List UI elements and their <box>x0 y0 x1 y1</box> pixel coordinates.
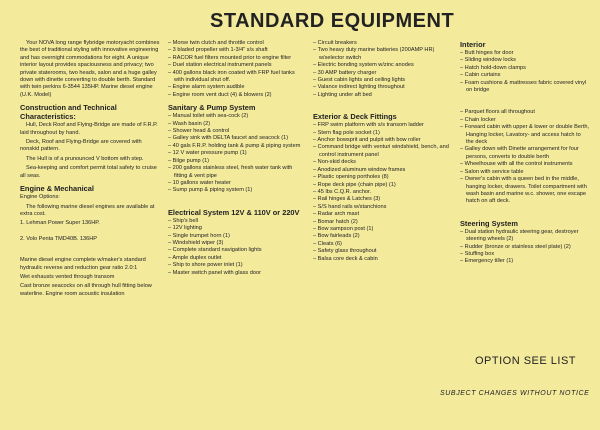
list-item: – Command bridge with venturi windshield, bench, and control instrument panel <box>313 144 453 159</box>
list-item: – Parquet floors all throughout <box>460 109 590 116</box>
list-item: – Cabin curtains <box>460 72 590 79</box>
list-item: – 30 AMP battery charger <box>313 70 453 77</box>
engine-heading: Engine & Mechanical <box>20 184 94 194</box>
deck-paragraph: Deck, Roof and Flying-Bridge are covered with nonskid pattern. <box>20 139 142 153</box>
steering-heading: Steering System <box>460 218 518 228</box>
list-item: – Sump pump & piping system (1) <box>168 187 306 194</box>
electrical-list-continued <box>313 40 453 99</box>
list-item: – 45 lbs C.Q.R. anchor. <box>313 189 453 196</box>
list-item: – Cleats (6) <box>313 241 453 248</box>
engine-options-label: Engine Options: <box>20 194 60 201</box>
list-item: – Duel station electrical instrument panels <box>168 62 306 69</box>
list-item: – Sliding window locks <box>460 57 590 64</box>
engine-option-1: 1. Lehman Power Super 136HP. <box>20 220 100 227</box>
list-item: – Rudder (bronze or stainless steel plate) (2) <box>460 244 590 251</box>
list-item: – Bow fairleads (2) <box>313 233 453 240</box>
list-item: – Chain locker <box>460 117 590 124</box>
list-item: – Ship to shore power inlet (1) <box>168 262 306 269</box>
subject-to-change-note: SUBJECT CHANGES WITHOUT NOTICE <box>440 390 590 397</box>
list-item: – Non-skid decks <box>313 159 453 166</box>
list-item: – Forward cabin with upper & lower or double Berth, Hanging locker, Lavatory- and access hatch to the deck <box>460 124 590 146</box>
seakeeping-paragraph: Sea-keeping and comfort permit total safety to cruise all seas. <box>20 165 157 179</box>
list-item: – Wheelhouse with all the control instruments <box>460 161 590 168</box>
list-item: – RACOR fuel filters mounted prior to engine filter <box>168 55 306 62</box>
list-item: – Rope deck pipe (chain pipe) (1) <box>313 182 453 189</box>
list-item: – Electric bonding system w/zinc anodes <box>313 62 453 69</box>
electrical-list <box>168 218 306 277</box>
list-item: – FRP swim platform with s/s transom ladder <box>313 122 453 129</box>
list-item: – Shower head & control <box>168 128 306 135</box>
steering-list <box>460 229 590 266</box>
list-item: – Radar arch mast <box>313 211 453 218</box>
interior-heading: Interior <box>460 40 486 49</box>
list-item: – Manual toilet with sea-cock (2) <box>168 113 306 120</box>
sanitary-list <box>168 113 306 194</box>
hull-paragraph: Hull, Deck Roof and Flying-Bridge are made of F.R.P. laid throughout by hand. <box>20 122 158 136</box>
list-item: – Complete standard navigation lights <box>168 247 306 254</box>
list-item: – Emergency tiller (1) <box>460 258 590 265</box>
column-3 <box>313 40 453 266</box>
construction-heading: Construction and Technical Characteristics: <box>20 103 117 122</box>
exterior-list <box>313 122 453 263</box>
list-item: – Engine alarm system audible <box>168 84 306 91</box>
list-item: – 12 V water pressure pump (1) <box>168 150 306 157</box>
list-item: – Single trumpet horn (1) <box>168 233 306 240</box>
list-item: – Master switch panel with glass door <box>168 270 306 277</box>
list-item: – 40 gals F.R.P. holding tank & pump & piping system <box>168 143 306 150</box>
wet-exhaust-line: Wet exhausts vented through transom <box>20 273 115 280</box>
list-item: – Galley down with Dinette arrangement for four persons, converts to double berth <box>460 146 590 161</box>
machinery-list <box>168 40 306 99</box>
list-item: – Engine room vent duct (4) & blowers (2) <box>168 92 306 99</box>
list-item: – 200 gallons stainless steel, fresh water tank with fitting & vent pipe <box>168 165 306 180</box>
list-item: – Anodized aluminum window frames <box>313 167 453 174</box>
list-item: – Two heavy duty marine batteries (200AMP HR) w/selector switch <box>313 47 453 62</box>
list-item: – Salon with service table <box>460 169 590 176</box>
list-item: – Stuffing box <box>460 251 590 258</box>
list-item: – Rail hinges & Latches (3) <box>313 196 453 203</box>
list-item: – Foam cushions & mattresses fabric covered vinyl on bridge <box>460 80 590 95</box>
list-item: – Lighting under aft bed <box>313 92 453 99</box>
page-title: STANDARD EQUIPMENT <box>210 10 455 32</box>
bronze-seacock-paragraph: Cast bronze seacocks on all through hull fitting below waterline. Engine room acoustic insulation <box>20 283 152 297</box>
list-item: – Windshield wiper (3) <box>168 240 306 247</box>
column-4 <box>460 40 590 269</box>
list-item: – S/S hand rails w/stanchions <box>313 204 453 211</box>
list-item: – Bilge pump (1) <box>168 158 306 165</box>
list-item: – Safety glass throughout <box>313 248 453 255</box>
column-2 <box>168 40 306 280</box>
electrical-heading: Electrical System 12V & 110V or 220V <box>168 207 300 217</box>
list-item: – Balsa core deck & cabin <box>313 256 453 263</box>
list-item: – Circuit breakers <box>313 40 453 47</box>
list-item: – Butt hinges for door <box>460 50 590 57</box>
list-item: – Owner's cabin with a queen bed in the middle, hanging locker, drawers. Toilet compartment with wash basin and marine w.c. shower, one escape hatch on aft deck. <box>460 176 590 206</box>
engine-option-2: 2. Volo Penta TMD40B. 136HP <box>20 235 98 242</box>
list-item: – Bow sampson post (1) <box>313 226 453 233</box>
exterior-heading: Exterior & Deck Fittings <box>313 112 397 122</box>
v-bottom-paragraph: The Hull is of a prunounced V bottom with step. <box>26 155 144 162</box>
list-item: – 400 gallons black iron coated with FRP fuel tanks with individual shut off. <box>168 70 306 85</box>
list-item: – Wash basin (2) <box>168 121 306 128</box>
list-item: – Guest cabin lights and ceiling lights <box>313 77 453 84</box>
sanitary-heading: Sanitary & Pump System <box>168 103 256 113</box>
option-note: OPTION SEE LIST <box>475 355 577 367</box>
list-item: – Dual station hydraulic steering gear, destroyer steering wheels (2) <box>460 229 590 244</box>
column-1 <box>20 40 162 300</box>
list-item: – 12V lighting <box>168 225 306 232</box>
list-item: – Ample duplex outlet <box>168 255 306 262</box>
interior-list-continued <box>460 109 590 205</box>
list-item: – Stern flag pole socket (1) <box>313 130 453 137</box>
list-item: – Plastic opening portholes (8) <box>313 174 453 181</box>
list-item: – Bomar hatch (2) <box>313 219 453 226</box>
list-item: – Morse twin clutch and throttle control <box>168 40 306 47</box>
list-item: – Valance indirect lighting throughout <box>313 84 453 91</box>
list-item: – Galley sink with DELTA faucet and seacock (1) <box>168 135 306 142</box>
list-item: – 3 bladed propeller with 1-3/4" s/s shaft <box>168 47 306 54</box>
intro-paragraph: Your NOVA long range flybridge motoryacht combines the best of traditional styling with innovative engineering and has overnight commodations for eight. A unique interior layout provides spaciousness and privacy; two private staterooms, two heads, salon and a huge galley down with dinette converting to double berth. Standard with twin perkins 6-3544 135HP. Marine diesel engine (U.K. Model) <box>20 40 160 98</box>
engine-following: The following marine diesel engines are available at extra cost. <box>20 203 155 217</box>
list-item: – 10 gallons water heater <box>168 180 306 187</box>
list-item: – Hatch hold-down clamps <box>460 65 590 72</box>
list-item: – Anchor bowsprit and pulpit with bow roller <box>313 137 453 144</box>
interior-list <box>460 50 590 94</box>
marine-diesel-paragraph: Marine diesel engine complete w/maker's standard hydraulic reverse and reduction gear ratio 2.0:1 <box>20 257 146 271</box>
list-item: – Ship's bell <box>168 218 306 225</box>
